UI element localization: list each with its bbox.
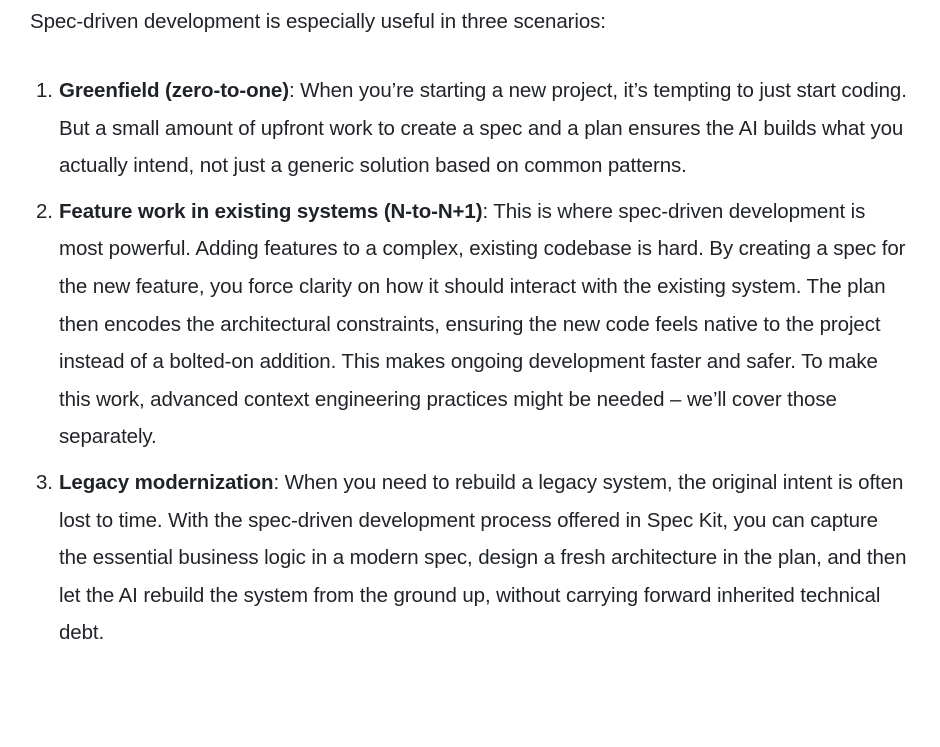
list-item xyxy=(30,464,910,652)
item-title: Feature work in existing systems (N-to-N+1) xyxy=(59,199,483,223)
intro-paragraph: Spec-driven development is especially useful in three scenarios: xyxy=(30,10,606,33)
item-body: : When you’re starting a new project, it’s tempting to just start coding. But a small amount of upfront work to create a spec and a plan ensures the AI builds what you actually intend, not just a generic solution based on common patterns. xyxy=(59,79,907,178)
list-item xyxy=(30,193,910,456)
item-title: Legacy modernization xyxy=(59,470,274,494)
list-number: 1. xyxy=(36,79,53,102)
item-title: Greenfield (zero-to-one) xyxy=(59,79,289,102)
list-number: 3. xyxy=(36,470,53,494)
list-item xyxy=(30,72,910,185)
item-body: : When you need to rebuild a legacy system, the original intent is often lost to time. With the spec-driven development process offered in Spec Kit, you can capture the essential business logic in a modern spec, design a fresh architecture in the plan, and then let the AI rebuild the system from the ground up, without carrying forward inherited technical debt. xyxy=(59,470,907,645)
item-body: : This is where spec-driven development is most powerful. Adding features to a complex, existing codebase is hard. By creating a spec for the new feature, you force clarity on how it should interact with the existing system. The plan then encodes the architectural constraints, ensuring the new code feels native to the project instead of a bolted-on addition. This makes ongoing development faster and safer. To make this work, advanced context engineering practices might be needed – we’ll cover those separately. xyxy=(59,199,906,449)
list-number: 2. xyxy=(36,199,53,223)
scenario-list xyxy=(30,72,910,652)
